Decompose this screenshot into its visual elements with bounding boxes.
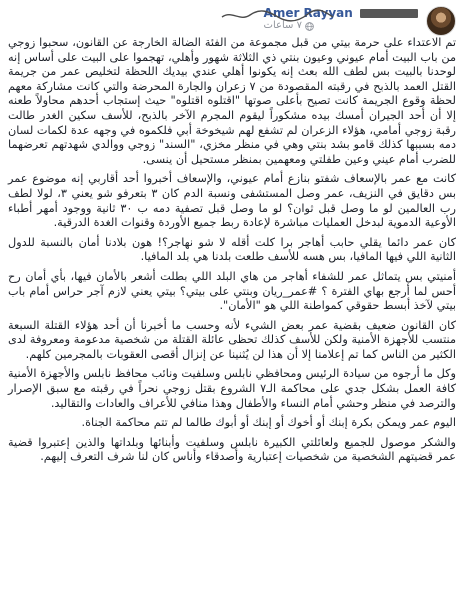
post-paragraph: كان عمر دائما يقلي حابب أهاجر برا كلت أقله لا شو نهاجر؟! هون بلادنا أمان بالنسبة للدول الثانية اللي فيها المافيا، بس هسه للأسف طلعت بلدنا هي بلد المافيا.	[8, 235, 456, 264]
post-paragraph: كانت مع عمر بالإسعاف شفتو بنازع أمام عيوني، والإسعاف أخبروا أحد أقاربي إنه موضوع عمر بس دقايق في النزيف، عمر وصل المستشفى ونسبة الدم كان ٣ بتعرفو شو يعني ٣، لولا لطف رب العالمين لو ما وصل قبل ثوان؟ لو ما وصل قبل تصفية دمه ب ٣٠ ثانية ووجود أمهر أطباء الأوعية الدموية لبدخل العمليات مباشرة لإعادة ربط جميع الأوردة وقنوات الغدة الدرقية.	[8, 172, 456, 230]
post-paragraph: اليوم عمر ويمكن بكرة إبنك أو أخوك أو إبنك أو أبوك طالما لم تتم محاكمة الجناة.	[81, 416, 456, 430]
avatar[interactable]	[426, 6, 456, 36]
post-paragraph: أمنيتي بس يتماثل عمر للشفاء أهاجر من هاي البلد اللي بطلت أشعر بالأمان فيها، بأي أمان رح أحس لما أرجع بهاي الفترة ؟ #عمر_ريان وبنتي على بيتي؟ بيتي يعني لازم آجر حراس أمام باب بيتي لآخذ أبسط حقوقي كمواطنة اللي هو "الأمان".	[8, 269, 456, 313]
post-paragraph: وكل ما أرجوه من سيادة الرئيس ومحافظي نابلس وسلفيت ونائب محافظ نابلس والأجهزة الأمنية كافة العمل بشكل جدي على محاكمة الـ٧ الشروع بقتل زوجي نحراً في رقبته مع سبق الإصرار والترصد في منظر وحشي أمام النساء والأطفال وهذا منافي للأعراف والعادات والتقاليد.	[8, 367, 456, 410]
post-content	[8, 36, 456, 465]
time-label[interactable]: ٧ ساعات	[263, 20, 302, 31]
post-header	[8, 6, 456, 36]
author-name-text[interactable]: Amer Rayyan	[263, 6, 353, 20]
post-paragraph: والشكر موصول للجميع ولعائلتي الكبيرة نابلس وسلفيت وأبنائها وبلداتها والذين إعتبروا قضية عمر قضيتهم الشخصية من شخصيات إعتبارية وأصدقاء وأناس كان لنا شرف التعرف إليهم.	[8, 435, 456, 464]
post-paragraph: تم الاعتداء على حرمة بيتي من قبل مجموعة من الفئة الضالة الخارجة عن القانون، سحبوا زوجي من باب البيت أمام عيوني وعيون بنتي ذي الثلاثة شهور وأهلي، تهجموا على البيت على أساس إنه لوحدنا بالبيت بس لطف الله بعث إنه يكونوا أهلي عندي بيديك اللحظة لتخليص عمر من جريمة القتل العمد بالذبح في رقبته المقصودة من ٧ زعران والجارة المحرضة والتي كانت مشاركة معهم لحظة وقوع الجريمة كانت تصيح بأعلى صوتها "اقتلوه اقتلوه" حيث إستجاب أحدهم محاولاً طعنه إلا أن أحد الجيران أمسك بيده مشكوراً ليقوم المجرم الآخر بالذبح، للأسف سكين الغدر طالت رقبة زوجي أمامي، هؤلاء الزعران لم تشفع لهم شيخوخة أبي فلكموه في وجهه عدة لكمات لسان دمه بسببها كذلك قامو بشد بنتي وهي في منظر مخزي، "السند" زوجي ووالدي شهدتهم تعرضهما للضرب أمام عيني وعين طفلتي ومعهمين بمنظر مستحيل أن ينسى.	[8, 36, 456, 166]
scribble-mark	[220, 8, 335, 24]
redacted-name-bar	[360, 9, 418, 18]
post-paragraph: كان القانون ضعيف بقضية عمر بعض الشيء لأنه وحسب ما أخبرنا أن أحد هؤلاء القتلة السبعة منتسب للأجهزة الأمنية ولكن للأسف كذلك تحظى عائلة القتلة من شخصية مدعومة ومعروفة لدى الكثير من الناس كما تم إعلامنا إلا أن هذا لن يُثنينا عن إنزال أقصى العقوبات بالمجرمين كلهم.	[8, 318, 456, 361]
